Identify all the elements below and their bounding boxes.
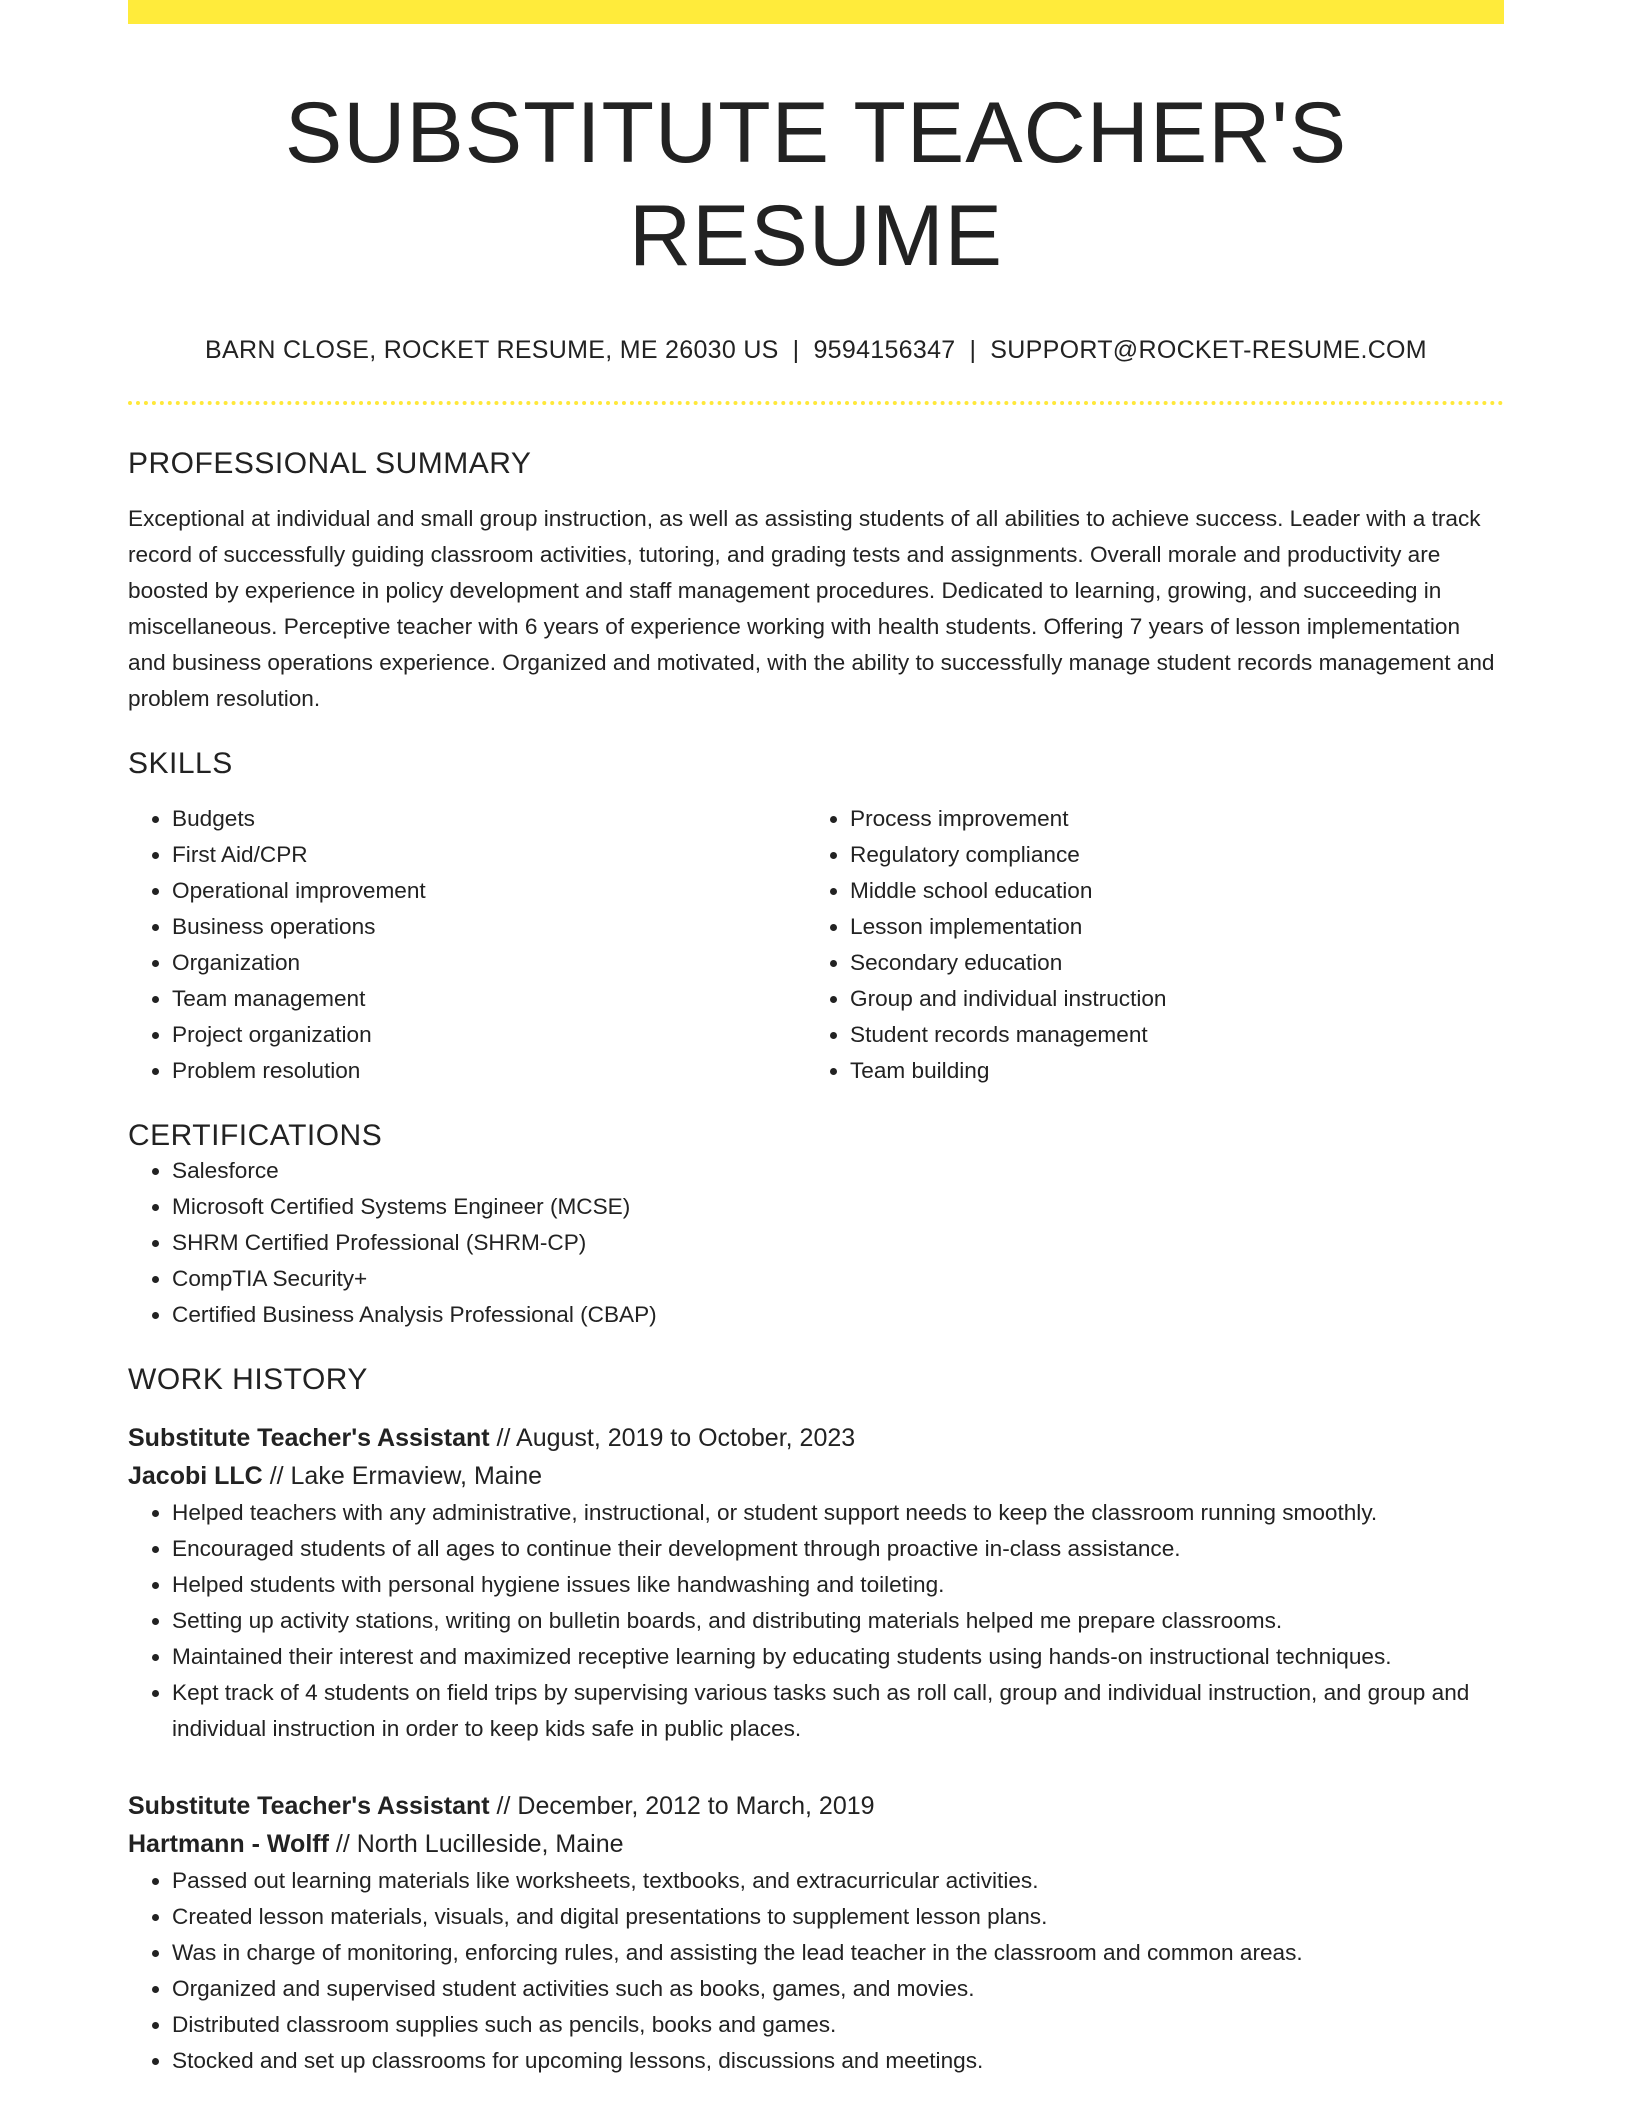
certification-item: • SHRM Certified Professional (SHRM-CP)	[172, 1225, 1504, 1261]
job-dates: // August, 2019 to October, 2023	[489, 1424, 856, 1453]
skill-item: • Team building	[850, 1053, 1484, 1089]
job-bullet: • Maintained their interest and maximized receptive learning by educating students using hands-on instructional techniques.	[172, 1639, 1504, 1675]
job-bullet: • Kept track of 4 students on field trips by supervising various tasks such as roll call, group and individual instruction, and group and individual instruction in order to keep kids safe in public places.	[172, 1675, 1504, 1747]
skill-item: • Middle school education	[850, 873, 1484, 909]
resume-title: SUBSTITUTE TEACHER'S RESUME	[284, 85, 1348, 285]
job-bullet: • Helped students with personal hygiene issues like handwashing and toileting.	[172, 1567, 1504, 1603]
certification-item: • Certified Business Analysis Professional (CBAP)	[172, 1297, 1504, 1333]
job-bullet: • Organized and supervised student activities such as books, games, and movies.	[172, 1971, 1504, 2007]
job-bullets	[128, 1863, 1504, 2079]
skill-item: • Project organization	[172, 1017, 806, 1053]
certifications-list	[128, 1153, 1504, 1333]
skill-item: • Budgets	[172, 801, 806, 837]
job-company: Hartmann - Wolff	[128, 1830, 329, 1859]
skills-right-list	[806, 801, 1484, 1089]
skill-item: • Secondary education	[850, 945, 1484, 981]
certifications-heading: CERTIFICATIONS	[128, 1119, 383, 1153]
summary-text: Exceptional at individual and small group instruction, as well as assisting students of all abilities to achieve success. Leader with a track record of successfully guiding classroom activities, tutoring, and grading tests and assignments. Overall morale and productivity are boosted by experience in policy development and staff management procedures. Dedicated to learning, growing, and succeeding in miscellaneous. Perceptive teacher with 6 years of experience working with health students. Offering 7 years of lesson implementation and business operations experience. Organized and motivated, with the ability to successfully manage student records management and problem resolution.	[128, 506, 1495, 712]
dotted-divider	[128, 401, 1504, 405]
job-header	[128, 1419, 1504, 1495]
job-bullet: • Stocked and set up classrooms for upcoming lessons, discussions and meetings.	[172, 2043, 1504, 2079]
job-company-line	[128, 1457, 1504, 1495]
job-header	[128, 1787, 1504, 1863]
job-company-line	[128, 1825, 1504, 1863]
job-location: // North Lucilleside, Maine	[328, 1830, 624, 1859]
skills-heading: SKILLS	[128, 747, 233, 781]
certification-item: • Salesforce	[172, 1153, 1504, 1189]
contact-address: BARN CLOSE, ROCKET RESUME, ME 26030 US	[205, 336, 779, 365]
job-bullet: • Distributed classroom supplies such as pencils, books and games.	[172, 2007, 1504, 2043]
job-bullet: • Passed out learning materials like worksheets, textbooks, and extracurricular activities.	[172, 1863, 1504, 1899]
job-bullet: • Was in charge of monitoring, enforcing rules, and assisting the lead teacher in the classroom and common areas.	[172, 1935, 1504, 1971]
skill-item: • Business operations	[172, 909, 806, 945]
skill-item: • Organization	[172, 945, 806, 981]
certification-item: • CompTIA Security+	[172, 1261, 1504, 1297]
job-role: Substitute Teacher's Assistant	[128, 1792, 490, 1821]
certification-item: • Microsoft Certified Systems Engineer (MCSE)	[172, 1189, 1504, 1225]
skill-item: • Group and individual instruction	[850, 981, 1484, 1017]
skill-item: • Problem resolution	[172, 1053, 806, 1089]
contact-email[interactable]: SUPPORT@ROCKET-RESUME.COM	[990, 336, 1427, 365]
skill-item: • Operational improvement	[172, 873, 806, 909]
skill-item: • Lesson implementation	[850, 909, 1484, 945]
job-role-line	[128, 1419, 1504, 1457]
skill-item: • Process improvement	[850, 801, 1484, 837]
contact-separator: |	[969, 336, 977, 365]
job-location: // Lake Ermaview, Maine	[262, 1462, 543, 1491]
job-role-line	[128, 1787, 1504, 1825]
job-role: Substitute Teacher's Assistant	[128, 1424, 490, 1453]
top-accent-bar	[128, 0, 1504, 24]
job-bullet: • Setting up activity stations, writing on bulletin boards, and distributing materials helped me prepare classrooms.	[172, 1603, 1504, 1639]
skill-item: • Student records management	[850, 1017, 1484, 1053]
job-bullets	[128, 1495, 1504, 1747]
contact-line	[128, 336, 1504, 365]
job-company: Jacobi LLC	[128, 1462, 263, 1491]
skill-item: • First Aid/CPR	[172, 837, 806, 873]
skill-item: • Team management	[172, 981, 806, 1017]
job-dates: // December, 2012 to March, 2019	[489, 1792, 875, 1821]
resume-page	[128, 0, 1504, 2079]
skills-left-list	[128, 801, 806, 1089]
contact-phone: 9594156347	[813, 336, 956, 365]
work-history-heading: WORK HISTORY	[128, 1363, 368, 1397]
summary-heading: PROFESSIONAL SUMMARY	[128, 447, 532, 481]
job-bullet: • Helped teachers with any administrative, instructional, or student support needs to keep the classroom running smoothly.	[172, 1495, 1504, 1531]
job-bullet: • Created lesson materials, visuals, and digital presentations to supplement lesson plans.	[172, 1899, 1504, 1935]
job-bullet: • Encouraged students of all ages to continue their development through proactive in-class assistance.	[172, 1531, 1504, 1567]
contact-separator: |	[792, 336, 800, 365]
skills-columns	[128, 801, 1504, 1089]
skill-item: • Regulatory compliance	[850, 837, 1484, 873]
